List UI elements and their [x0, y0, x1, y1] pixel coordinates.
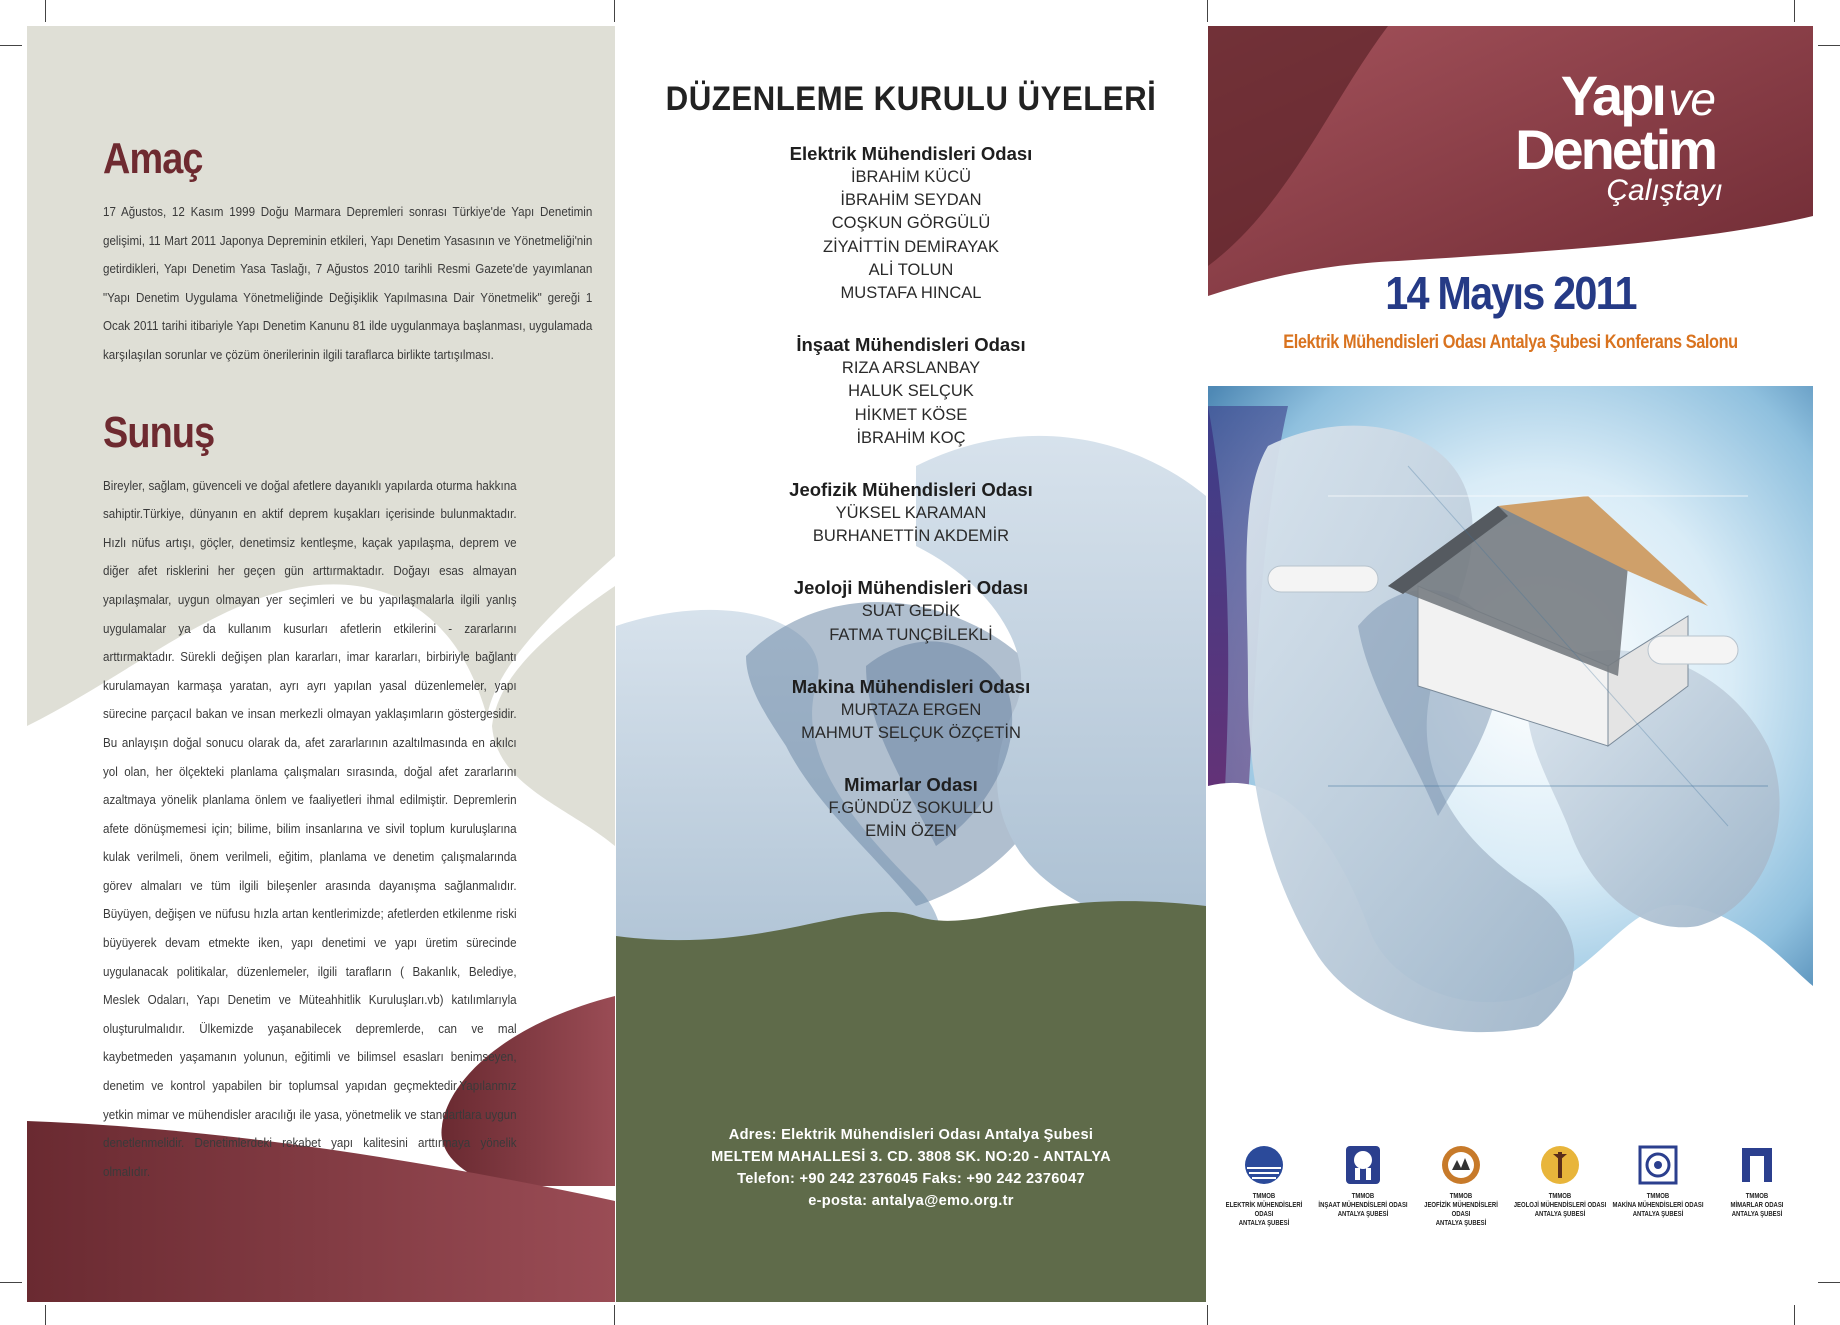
mmo-logo-icon	[1637, 1144, 1679, 1186]
org-group	[616, 333, 1206, 450]
member-name: RIZA ARSLANBAY	[841, 359, 981, 378]
member-name: HİKMET KÖSE	[854, 405, 968, 424]
right-panel-background	[1208, 26, 1813, 1302]
crop-mark	[1794, 0, 1795, 22]
logo-emo	[1218, 1144, 1310, 1228]
middle-panel	[616, 26, 1206, 1302]
logo-caption: TMMOB JEOFİZİK MÜHENDİSLERİ ODASI ANTALYA ŞUBESİ	[1424, 1193, 1499, 1227]
crop-mark	[1818, 1282, 1840, 1283]
member-name: MURTAZA ERGEN	[840, 700, 982, 719]
committee-title: DÜZENLEME KURULU ÜYELERİ	[665, 80, 1157, 118]
imo-logo-icon	[1342, 1144, 1384, 1186]
brand-calistay: Çalıştayı	[1606, 174, 1723, 207]
logo-mimarlar	[1711, 1144, 1803, 1228]
member-name: ZİYAİTTİN DEMİRAYAK	[822, 237, 999, 256]
logo-imo	[1317, 1144, 1409, 1228]
sunus-heading: Sunuş	[103, 407, 215, 457]
org-group	[616, 773, 1206, 843]
member-name: COŞKUN GÖRGÜLÜ	[831, 214, 991, 233]
org-name: Elektrik Mühendisleri Odası	[789, 143, 1033, 164]
logo-caption: TMMOB MAKİNA MÜHENDİSLERİ ODASI ANTALYA ŞUBESİ	[1612, 1193, 1704, 1218]
org-group	[616, 478, 1206, 548]
member-name: FATMA TUNÇBİLEKLİ	[829, 625, 993, 644]
right-panel	[1208, 26, 1813, 1302]
member-name: İBRAHİM KOÇ	[856, 428, 966, 447]
crop-mark	[1818, 45, 1840, 46]
amac-paragraph: 17 Ağustos, 12 Kasım 1999 Doğu Marmara Depremleri sonrası Türkiye'de Yapı Denetimin gelişimi, 11 Mart 2011 Japonya Depreminin etkileri, Yapı Denetim Yasasının ve Yönetmeliği'nin getirdikleri, Yapı Denetim Yasa Taslağı, 7 Ağustos 2010 tarihli Resmi Gazete'de yayımlanan "Yapı Denetim Uygulama Yönetmeliğinde Değişiklik Yapılmasına Dair Yönetmelik" gereği 1 Ocak 2011 tarihi itibariyle Yapı Denetim Kanunu 81 ilde uygulanmaya başlanması, uygulamada karşılaşılan sorunlar ve çözüm önerilerinin ilgili taraflarca birlikte tartışılması.	[103, 204, 593, 362]
logo-caption: TMMOB ELEKTRİK MÜHENDİSLERİ ODASI ANTALYA ŞUBESİ	[1225, 1193, 1303, 1227]
org-name: Mimarlar Odası	[844, 774, 978, 796]
member-name: SUAT GEDİK	[861, 602, 961, 621]
org-name: Jeofizik Mühendisleri Odası	[789, 479, 1033, 501]
left-content	[103, 106, 593, 1186]
sunus-body	[103, 472, 593, 1187]
org-name: İnşaat Mühendisleri Odası	[796, 334, 1026, 356]
crop-mark	[45, 1305, 46, 1325]
member-name: ALİ TOLUN	[868, 260, 954, 279]
emo-logo-icon	[1243, 1144, 1285, 1186]
org-name: Jeoloji Mühendisleri Odası	[793, 577, 1029, 599]
brand-denetim: Denetim	[1515, 118, 1715, 181]
crop-mark	[0, 1282, 22, 1283]
committee-list	[616, 142, 1206, 872]
brand-ve: ve	[1668, 73, 1715, 125]
jfmo-logo-icon	[1440, 1144, 1482, 1186]
logo-mmo	[1612, 1144, 1704, 1228]
crop-mark	[1207, 1305, 1208, 1325]
logo-jmo	[1514, 1144, 1606, 1228]
org-group	[616, 142, 1206, 305]
contact-address	[616, 1124, 1206, 1212]
phone-line: Telefon: +90 242 2376045 Faks: +90 242 2376047	[737, 1171, 1085, 1187]
logo-caption: TMMOB İNŞAAT MÜHENDİSLERİ ODASI ANTALYA ŞUBESİ	[1318, 1193, 1408, 1218]
crop-mark	[614, 1305, 615, 1325]
logo-jfmo	[1415, 1144, 1507, 1228]
amac-heading: Amaç	[103, 134, 203, 183]
mimarlar-logo-icon	[1736, 1144, 1778, 1186]
member-name: F.GÜNDÜZ SOKULLU	[828, 799, 994, 818]
address-line: Adres: Elektrik Mühendisleri Odası Antalya Şubesi	[728, 1127, 1094, 1143]
member-name: İBRAHİM KÜCÜ	[850, 168, 972, 186]
event-venue: Elektrik Mühendisleri Odası Antalya Şubesi Konferans Salonu	[1283, 332, 1738, 353]
address-line: MELTEM MAHALLESİ 3. CD. 3808 SK. NO:20 - ANTALYA	[711, 1149, 1111, 1165]
amac-body	[103, 198, 593, 370]
crop-mark	[1207, 0, 1208, 22]
member-name: YÜKSEL KARAMAN	[835, 504, 987, 523]
left-panel	[27, 26, 615, 1302]
brand-yapi: Yapı	[1560, 64, 1664, 127]
sponsor-logos	[1218, 1144, 1803, 1228]
crop-mark	[614, 0, 615, 22]
crop-mark	[0, 45, 22, 46]
logo-caption: TMMOB JEOLOJİ MÜHENDİSLERİ ODASI ANTALYA ŞUBESİ	[1513, 1193, 1607, 1218]
jmo-logo-icon	[1539, 1144, 1581, 1186]
email-line: e-posta: antalya@emo.org.tr	[808, 1193, 1014, 1209]
event-brand	[1515, 64, 1723, 208]
crop-mark	[1794, 1305, 1795, 1325]
member-name: MUSTAFA HINCAL	[840, 284, 982, 303]
event-date: 14 Mayıs 2011	[1385, 267, 1636, 319]
member-name: EMİN ÖZEN	[865, 822, 957, 841]
crop-mark	[45, 0, 46, 22]
member-name: BURHANETTİN AKDEMİR	[812, 527, 1010, 546]
org-group	[616, 576, 1206, 646]
org-group	[616, 675, 1206, 745]
member-name: MAHMUT SELÇUK ÖZÇETİN	[801, 724, 1021, 743]
sunus-paragraph: Bireyler, sağlam, güvenceli ve doğal afetlere dayanıklı yapılarda oturma hakkına sahiptir.Türkiye, dünyanın en aktif deprem kuşakları içerisinde bulunmaktadır. Hızlı nüfus artışı, göçler, denetimsiz kentleşme, kaçak yapılaşma, deprem ve diğer afet risklerini her geçen gün arttırmaktadır. Doğayı esas almayan yapılaşmalar, uygun olmayan yer seçimleri ve bu yapılaşmalarla ilgili yanlış uygulamalar ya da kullanım kusurları afetlerin etkilerini - zararlarını arttırmaktadır. Sürekli değişen plan kararları, imar kararları, birbiriyle bağlantı kurulamayan karmaşa yaratan, ayrı ayrı yapılan yasal düzenlemeler, yapı sürecine parçacıl bakan ve insan merkezli olmayan yaklaşımların göstergesidir. Bu anlayışın doğal sonucu olarak da, afet zararlarının azaltılmasında en akılcı yol olan, her ölçekteki planlama çalışmaları sırasında, doğal afet zararlarını azaltmaya yönelik planlama önlem ve faaliyetleri ihmal edilmiştir. Depremlerin afete dönüşmemesi için; bilime, bilim insanlarına ve sivil toplum kuruluşlarına kulak verilmeli, önem verilmeli, eğitim, planlama ve denetim çalışmalarında görev almaları ve tüm ilgili bileşenler arasında dayanışma sağlanmalıdır. Büyüyen, değişen ve nüfusu hızla artan kentlerimizde; afetlerden etkilenme riski büyüyerek devam etmekte iken, yapı denetimi ve yapı üretim sürecinde uygulanacak politikalar, düzenlemeler, ilgili tarafların ( Bakanlık, Belediye, Meslek Odaları, Yapı Denetim ve Müteahhitlik Kuruluşları.vb) katılımlarıyla oluşturulmalıdır. Ülkemizde yaşanabilecek depremlerde, can ve mal kaybetmeden yaşamanın yolunun, eğitimli ve bilimsel esasları benimseyen, denetim ve kontrol yapabilen bir toplumsal yapıdan geçmektedir.Yapılanmız yetkin mimar ve mühendisler aracılığı ile yasa, yönetmelik ve standartlara uygun denetlenmelidir. Denetimlerdeki rekabet yapı kalitesini arttırmaya yönelik olmalıdır.	[103, 477, 517, 1179]
member-name: İBRAHİM SEYDAN	[840, 191, 982, 210]
member-name: HALUK SELÇUK	[848, 382, 974, 401]
logo-caption: TMMOB MİMARLAR ODASI ANTALYA ŞUBESİ	[1730, 1193, 1784, 1218]
org-name: Makina Mühendisleri Odası	[791, 675, 1031, 697]
